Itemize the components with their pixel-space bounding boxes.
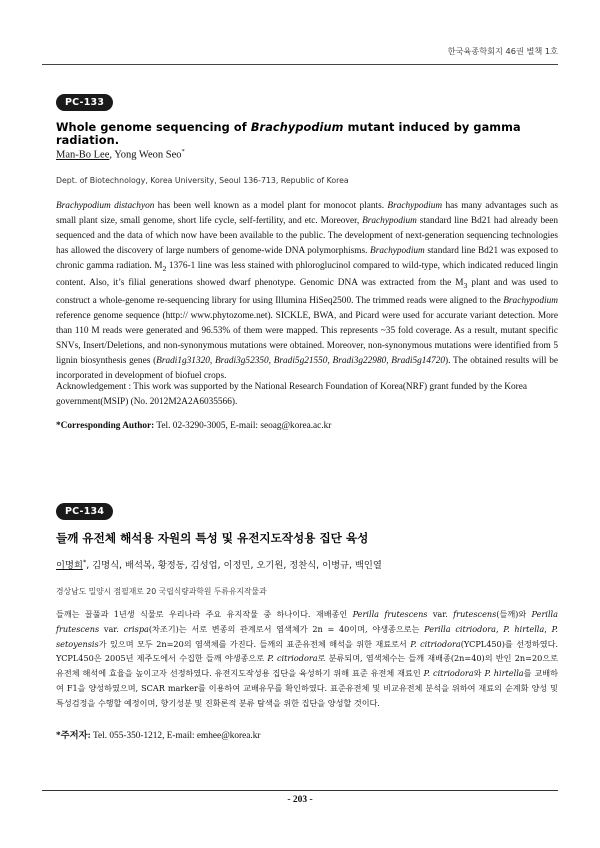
variety-name: crispa bbox=[123, 623, 149, 634]
body-text: var. bbox=[427, 609, 454, 619]
corresponding-mark: * bbox=[82, 557, 87, 566]
page-number: - 203 - bbox=[287, 795, 313, 805]
generation-subscript: 3 bbox=[463, 281, 468, 291]
body-text: 로 분류되며, 염색체수는 들깨 재배종(2n=40)의 반인 2n=20으로 유전체 해석에 효율을 높이고자 선정하였다. 유전지도작성용 집단을 육성하기 위해 표준 유전체 재료인 bbox=[56, 653, 558, 679]
author-list bbox=[56, 148, 185, 161]
abstract-id-badge: PC-134 bbox=[56, 503, 113, 520]
species-name: P. hirtella bbox=[503, 623, 545, 634]
body-text: 가 있으며 모두 2n=20의 염색체를 가진다. 들깨의 표준유전체 해석을 위한 재료로서 bbox=[98, 638, 411, 649]
title-text-end: mutant induced by gamma radiation. bbox=[56, 121, 521, 147]
corresponding-author bbox=[56, 421, 331, 431]
affiliation: 경상남도 밀양시 점필재로 20 국립식량과학원 두류유지작물과 bbox=[56, 587, 267, 596]
gene-ids: Bradi1g31320, Bradi3g52350, Bradi5g21550, Bradi3g22980, Bradi5g14720 bbox=[156, 355, 446, 366]
body-text: var. bbox=[99, 623, 124, 634]
abstract-id-badge: PC-133 bbox=[56, 94, 113, 111]
body-text: 1376-1 line was less stained with phloroglucinol compared to wild-type, which indicated reduced lingin content. Also, it’s filial generations showed dwarf phenotype. Genomic DNA was extracted from the M bbox=[56, 260, 558, 289]
contact-info: Tel. 02-3290-3005, E-mail: seoag@korea.ac.kr bbox=[154, 421, 332, 431]
acknowledgement: Acknowledgement : This work was supported by the National Research Foundation of Korea(NRF) grant funded by the Korea government(MSIP) (No. 2012M2A2A6035566). bbox=[56, 382, 528, 407]
corresponding-label: *주저자: bbox=[56, 731, 91, 741]
body-text: 를 교배하여 F1을 양성하였으며, SCAR marker를 이용하여 교배유무를 확인하였다. 표준유전체 및 비교유전체 분석을 위하여 재료의 순계화 양성 및 특성검정을 수행할 예정이며, 향기성분 및 진화론적 분류 탐색을 위한 집단을 양성할 것이다. bbox=[56, 668, 558, 708]
title-text: Whole genome sequencing of bbox=[56, 121, 251, 134]
species-name: Perilla frutescens bbox=[56, 609, 558, 634]
presenting-author: Man-Bo Lee bbox=[56, 149, 110, 161]
species-name: Perilla frutescens bbox=[352, 609, 428, 619]
body-text: reference genome sequence (http:// www.phytozome.net). SICKLE, BWA, and Picard were used for accurate variant detection. More than 110 M reads were generated and 96.53% of them were mapped. This represents ~35 fold coverage. As a result, mutant specific SNVs, Insert/Deletions, and non-synonymous mutations were obtained. Moreover, non-synonymous mutations were identified from 5 lignin biosynthesis genes ( bbox=[56, 311, 558, 366]
body-text: (들깨)와 bbox=[496, 609, 532, 619]
body-text: 와 bbox=[473, 668, 485, 679]
corresponding-author bbox=[56, 727, 260, 741]
affiliation: Dept. of Biotechnology, Korea University, Seoul 136-713, Republic of Korea bbox=[56, 176, 349, 185]
abstract-title bbox=[56, 121, 556, 147]
corresponding-mark: * bbox=[181, 148, 185, 155]
co-authors: , 김명식, 배석복, 황정동, 김성업, 이정민, 오기원, 정찬식, 이병규, 백인열 bbox=[86, 560, 382, 571]
author-list bbox=[56, 557, 382, 571]
abstract-body bbox=[56, 199, 558, 384]
species-name: P. setoyensis bbox=[56, 623, 558, 649]
co-authors: , Yong Weon Seo bbox=[109, 149, 182, 161]
body-text: , bbox=[495, 623, 504, 634]
body-text: standard line Bd21 was exposed to chronic gamma radiation. M bbox=[56, 245, 558, 271]
variety-name: frutescens bbox=[453, 609, 497, 619]
species-name: P. citriodora bbox=[423, 668, 474, 679]
body-text: 들깨는 꿀풀과 1년생 식물로 우리나라 주요 유지작물 중 하나이다. 재배종인 bbox=[56, 609, 353, 619]
body-text: , bbox=[544, 623, 552, 634]
body-text: ). The obtained results will be incorporated in development of biofuel crops. bbox=[56, 355, 558, 381]
genus-name: Brachypodium bbox=[362, 215, 417, 226]
body-text: standard line Bd21 had already been sequenced and the data of which now have been available to the public. The development of next-generation sequencing technologies has allowed the discovery of large numbers of genome-wide DNA polymorphisms. bbox=[56, 215, 559, 256]
title-italic-text: Brachypodium bbox=[250, 121, 344, 134]
genus-name: Brachypodium bbox=[370, 245, 425, 256]
genus-name: Brachypodium bbox=[503, 296, 558, 307]
body-text: (차조기)는 서로 변종의 관계로서 염색체가 2n = 40이며, 야생종으로는 bbox=[148, 623, 425, 634]
abstract-body bbox=[56, 607, 558, 711]
species-name: Perilla citriodora bbox=[424, 623, 496, 634]
species-name: P. citriodora bbox=[267, 653, 318, 664]
species-name: P. citriodora bbox=[410, 638, 461, 649]
species-name: P. hirtella bbox=[484, 668, 524, 679]
genus-name: Brachypodium bbox=[387, 201, 443, 211]
body-text: has been well known as a model plant for monocot plants. bbox=[154, 201, 388, 211]
generation-subscript: 2 bbox=[162, 263, 167, 273]
body-text: (YCPL450)를 선정하였다. YCPL450은 2005년 제주도에서 수집한 들깨 야생종으로 bbox=[56, 638, 559, 664]
presenting-author: 이명희 bbox=[56, 560, 83, 571]
abstract-title: 들깨 유전체 해석용 자원의 특성 및 유전지도작성용 집단 육성 bbox=[56, 531, 369, 545]
header-divider bbox=[42, 64, 558, 65]
running-header: 한국육종학회지 46권 별책 1호 bbox=[447, 46, 558, 56]
species-name: Brachypodium distachyon bbox=[56, 201, 155, 211]
contact-info: Tel. 055-350-1212, E-mail: emhee@korea.kr bbox=[90, 731, 261, 741]
corresponding-label: *Corresponding Author: bbox=[56, 421, 155, 431]
footer-divider bbox=[42, 790, 558, 791]
body-text: plant and was used to construct a whole-genome re-sequencing library for using Illumina HiSeq2500. The trimmed reads were aligned to the bbox=[56, 278, 558, 307]
body-text: has many advantages such as small plant size, small genome, short life cycle, self-fertility, and etc. Moreover, bbox=[56, 201, 558, 226]
